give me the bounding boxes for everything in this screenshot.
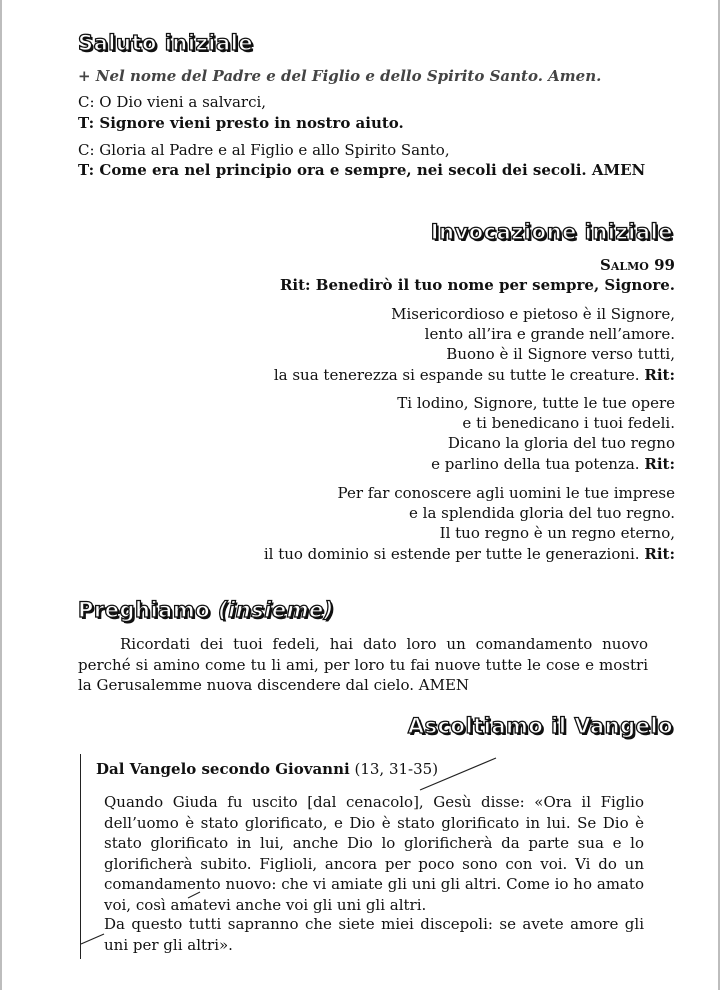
stanza3-line-1: Per far conoscere agli uomini le tue imprese xyxy=(337,484,675,502)
vangelo-heading: Ascoltiamo il Vangelo xyxy=(407,714,673,738)
gospel-source-ref: (13, 31-35) xyxy=(354,760,439,778)
sign-of-cross-line: + Nel nome del Padre e del Figlio e dello Spirito Santo. Amen. xyxy=(78,67,602,85)
celebrant-line-2: C: Gloria al Padre e al Figlio e allo Spirito Santo, xyxy=(78,141,450,159)
stanza3-rit: Rit: xyxy=(644,545,675,563)
stanza2-line-2: e ti benedicano i tuoi fedeli. xyxy=(462,414,675,432)
page-edge-left xyxy=(0,0,2,990)
stanza1-line-4-text: la sua tenerezza si espande su tutte le creature. xyxy=(273,366,640,384)
stanza3-line-4 xyxy=(264,544,675,564)
stanza3-line-4-text: il tuo dominio si estende per tutte le generazioni. xyxy=(263,545,640,563)
gospel-source xyxy=(96,759,438,779)
stanza1-line-3: Buono è il Signore verso tutti, xyxy=(446,345,675,363)
stanza2-line-4 xyxy=(431,454,675,474)
salmo-label: Salmo 99 xyxy=(600,256,675,274)
stanza1-line-1: Misericordioso e pietoso è il Signore, xyxy=(391,305,675,323)
stanza2-line-4-text: e parlino della tua potenza. xyxy=(431,455,640,473)
saluto-heading: Saluto iniziale xyxy=(78,31,254,55)
celebrant-line-1: C: O Dio vieni a salvarci, xyxy=(78,93,267,111)
preghiamo-heading xyxy=(78,598,334,622)
stanza2-rit: Rit: xyxy=(644,455,675,473)
stanza1-line-2: lento all’ira e grande nell’amore. xyxy=(424,325,675,343)
stanza1-rit: Rit: xyxy=(644,366,675,384)
ritornello: Rit: Benedirò il tuo nome per sempre, Signore. xyxy=(279,276,675,294)
gospel-source-title: Dal Vangelo secondo Giovanni xyxy=(96,760,350,778)
stanza2-line-1: Ti lodino, Signore, tutte le tue opere xyxy=(397,394,675,412)
preghiamo-text: Ricordati dei tuoi fedeli, hai dato loro un comandamento nuovo perché si amino come tu li ami, per loro tu fai nuove tutte le cose e mostri la Gerusalemme nuova discendere dal cielo. AMEN xyxy=(78,635,648,694)
gospel-text-2: Da questo tutti sapranno che siete miei discepoli: se avete amore gli uni per gli altri». xyxy=(104,915,644,954)
stanza3-line-2: e la splendida gloria del tuo regno. xyxy=(409,504,675,522)
stanza1-line-4 xyxy=(274,365,675,385)
assembly-line-2: T: Come era nel principio ora e sempre, nei secoli dei secoli. AMEN xyxy=(78,161,646,179)
invocazione-heading: Invocazione iniziale xyxy=(430,220,673,244)
stanza3-line-3: Il tuo regno è un regno eterno, xyxy=(439,524,675,542)
gospel-text-1: Quando Giuda fu uscito [dal cenacolo], Gesù disse: «Ora il Figlio dell’uomo è stato glorificato, e Dio è stato glorificato in lui. Se Dio è stato glorificato in lui, anche Dio lo glorificherà da parte sua e lo glorificherà subito. Figlioli, ancora per poco sono con voi. Vi do un comandamento nuovo: che vi amiate gli uni gli altri. Come io ho amato voi, così amatevi anche voi gli uni gli altri. xyxy=(104,793,644,914)
preghiamo-heading-suffix: (insieme) xyxy=(217,598,334,622)
stanza2-line-3: Dicano la gloria del tuo regno xyxy=(447,434,675,452)
preghiamo-heading-text: Preghiamo xyxy=(78,598,211,622)
assembly-line-1: T: Signore vieni presto in nostro aiuto. xyxy=(78,114,404,132)
